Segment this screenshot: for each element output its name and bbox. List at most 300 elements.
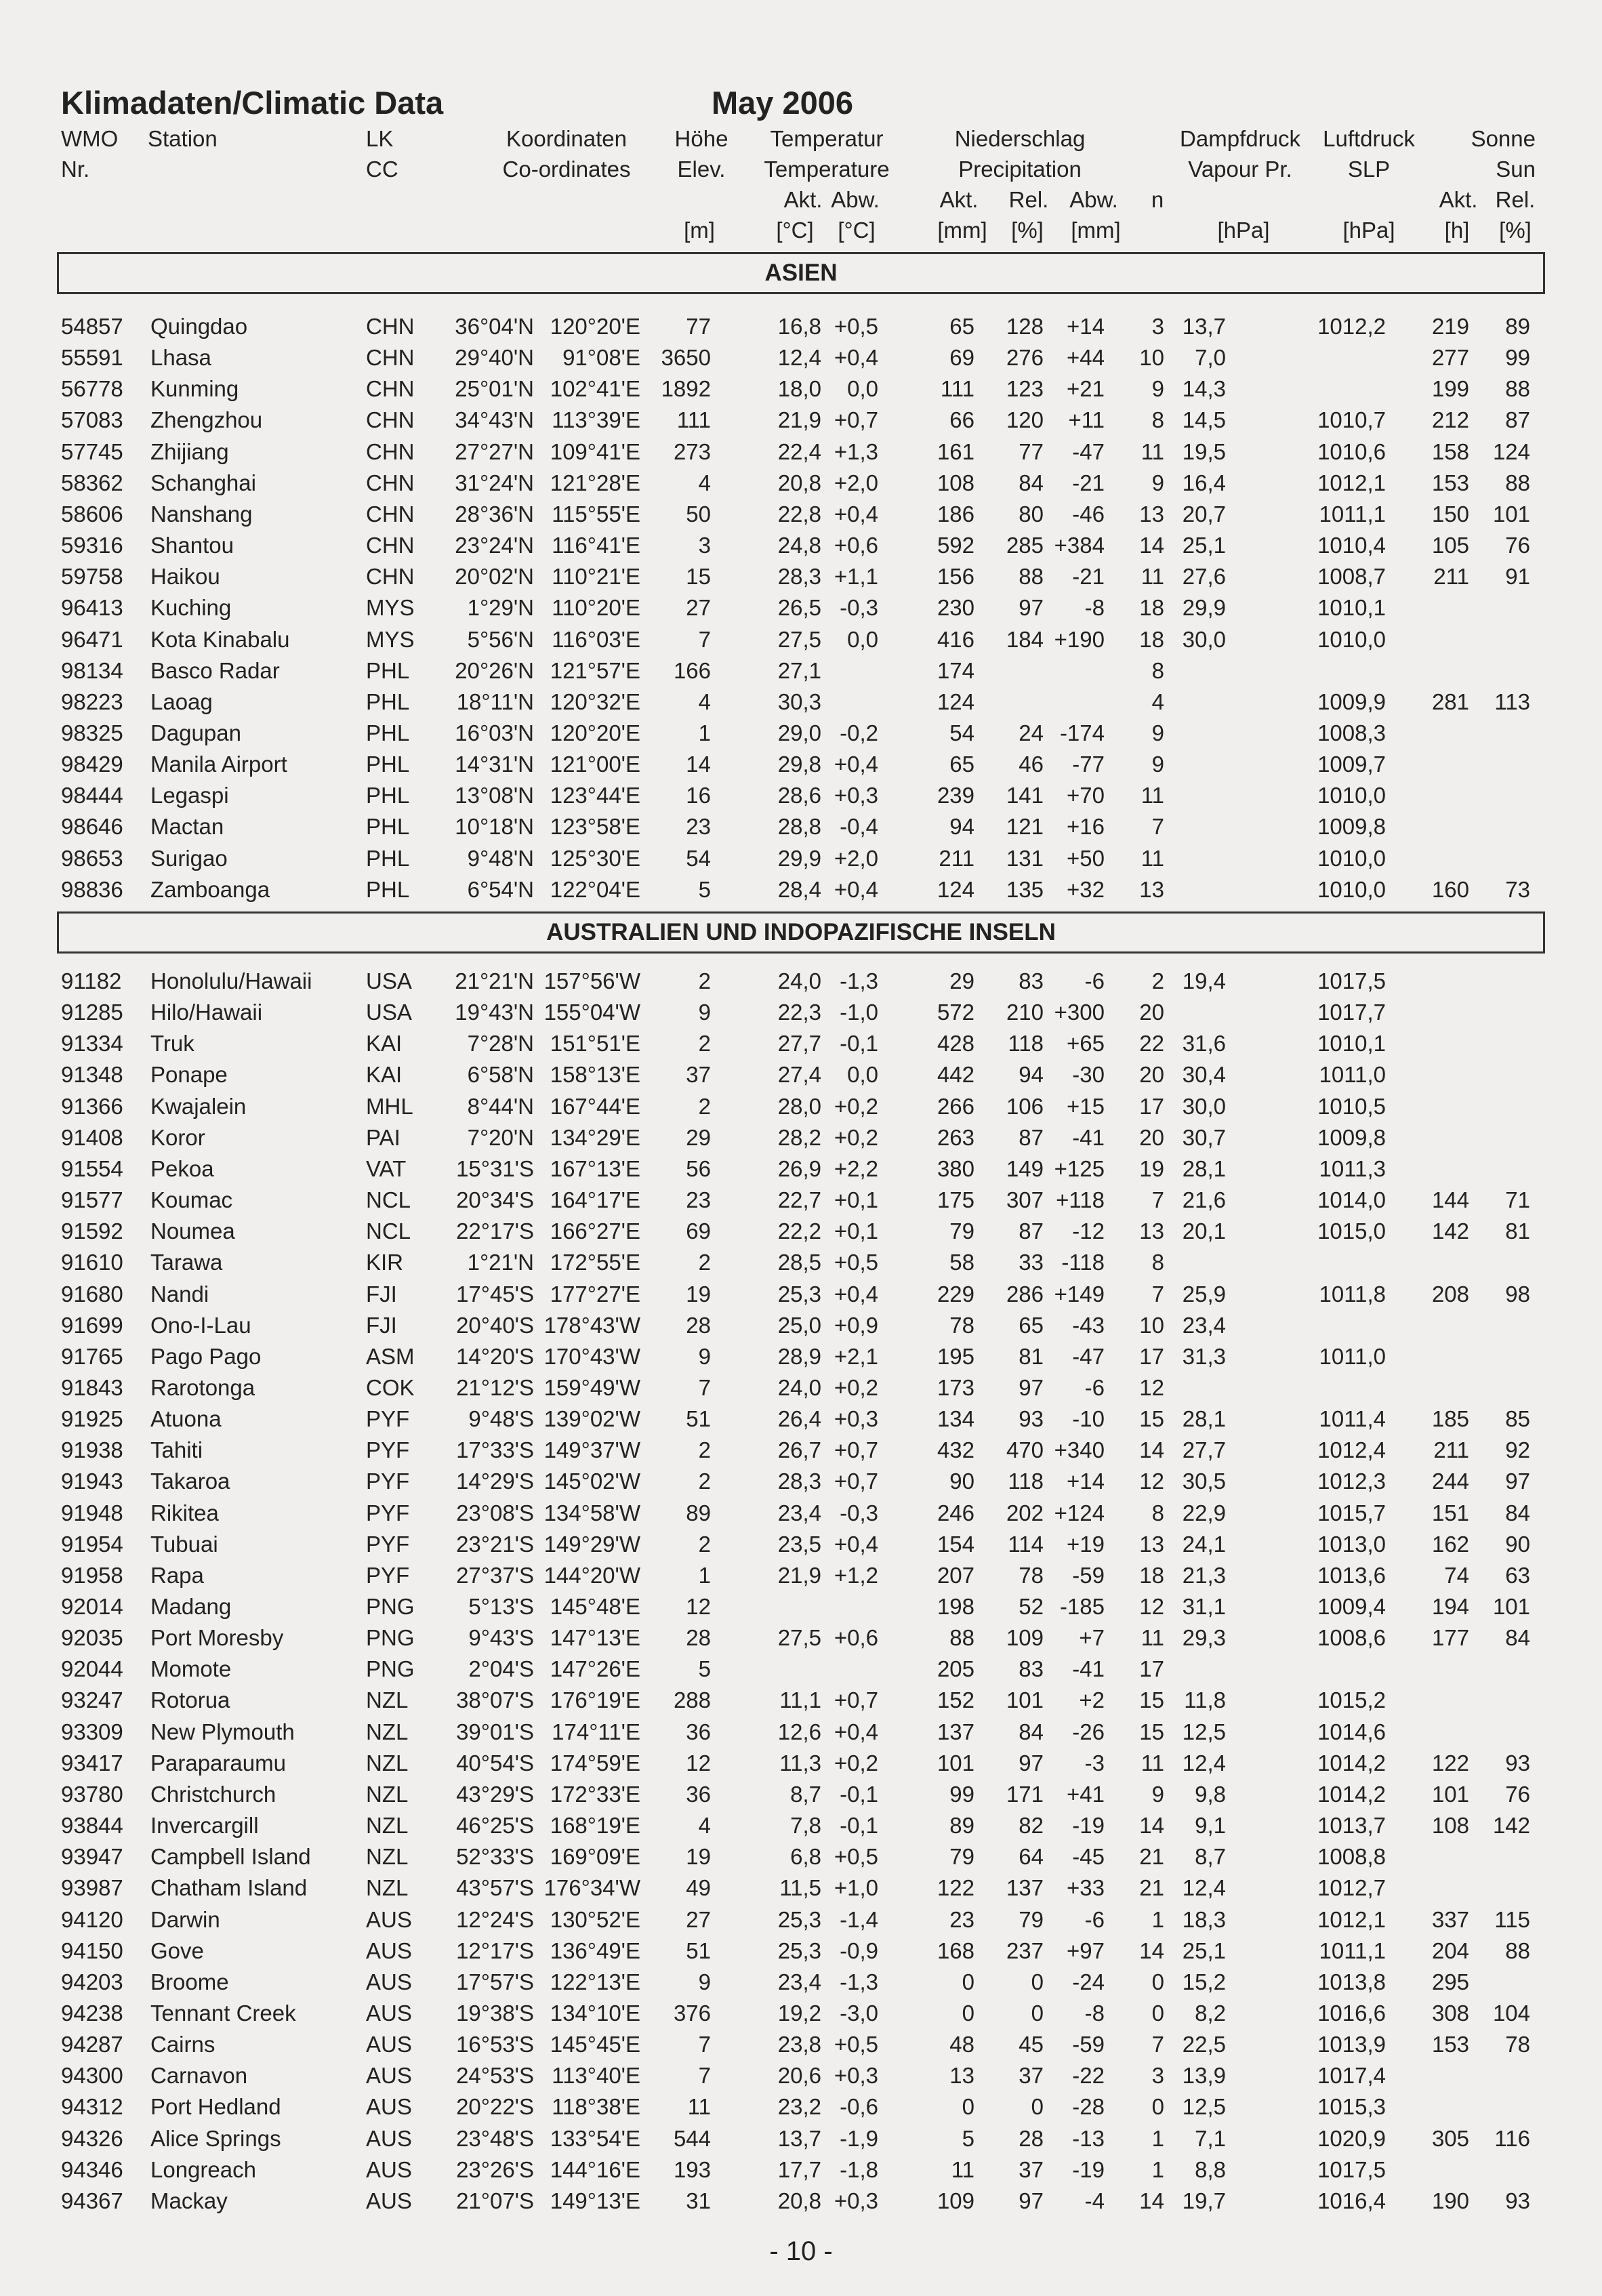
country-code: MYS	[366, 626, 415, 652]
precip-days: 14	[1139, 533, 1164, 558]
section-header	[57, 252, 1545, 294]
sun-hours: 208	[1431, 1281, 1469, 1307]
precip-rel: 93	[1019, 1406, 1044, 1432]
country-code: FJI	[366, 1312, 397, 1338]
latitude: 19°43'N	[455, 1000, 534, 1025]
longitude: 167°44'E	[550, 1093, 640, 1119]
longitude: 134°58'W	[543, 1500, 640, 1525]
wmo-number: 93309	[61, 1719, 123, 1744]
table-row	[0, 499, 1602, 530]
sun-hours: 244	[1431, 1469, 1469, 1494]
vapour-pressure: 15,2	[1182, 1969, 1226, 1994]
precip-days: 22	[1139, 1031, 1164, 1057]
country-code: NCL	[366, 1218, 411, 1244]
temp-akt: 11,5	[779, 1875, 821, 1901]
latitude: 17°33'S	[456, 1437, 534, 1463]
sea-level-pressure: 1013,0	[1317, 1531, 1386, 1557]
latitude: 36°04'N	[455, 314, 534, 339]
wmo-number: 57083	[61, 407, 123, 433]
sea-level-pressure: 1008,3	[1317, 720, 1386, 745]
table-row	[0, 2091, 1602, 2123]
country-code: PHL	[366, 657, 410, 683]
latitude: 20°22'S	[456, 2094, 534, 2120]
sun-rel: 101	[1492, 1594, 1530, 1619]
temp-akt: 25,3	[777, 1938, 821, 1963]
table-row	[0, 1841, 1602, 1872]
sea-level-pressure: 1013,9	[1317, 2032, 1386, 2057]
sun-hours: 295	[1431, 1969, 1469, 1994]
precip-akt: 0	[962, 2094, 974, 2120]
latitude: 14°31'N	[455, 752, 534, 777]
sun-hours: 199	[1431, 376, 1469, 402]
precip-akt: 29	[949, 968, 974, 993]
station-name: Tubuai	[150, 1531, 218, 1557]
precip-akt: 108	[937, 470, 974, 495]
temp-akt: 25,3	[777, 1281, 821, 1307]
temp-abw: -0,6	[840, 2094, 878, 2120]
table-row	[0, 1872, 1602, 1904]
country-code: CHN	[366, 470, 415, 495]
temp-abw: +0,5	[834, 314, 878, 339]
sun-hours: 151	[1431, 1500, 1469, 1525]
longitude: 147°26'E	[550, 1656, 640, 1682]
precip-rel: 78	[1019, 1562, 1044, 1588]
precip-abw: +7	[1079, 1625, 1105, 1651]
temp-akt: 28,4	[777, 876, 821, 902]
sun-hours: 162	[1431, 1531, 1469, 1557]
precip-akt: 195	[937, 1343, 974, 1369]
sun-rel: 73	[1505, 876, 1530, 902]
precip-akt: 198	[937, 1594, 974, 1619]
sea-level-pressure: 1017,7	[1317, 1000, 1386, 1025]
elevation: 1	[698, 720, 711, 745]
temp-akt: 11,1	[779, 1687, 821, 1713]
precip-days: 10	[1139, 345, 1164, 371]
sun-hours: 212	[1431, 407, 1469, 433]
precip-days: 12	[1139, 1374, 1164, 1400]
station-name: Basco Radar	[150, 657, 280, 683]
precip-days: 11	[1141, 845, 1164, 871]
vapour-pressure: 25,1	[1182, 1938, 1226, 1963]
table-row	[0, 1904, 1602, 1935]
elevation: 7	[698, 2032, 711, 2057]
sea-level-pressure: 1010,1	[1317, 595, 1386, 621]
header-temperatur: Temperatur	[770, 126, 884, 151]
temp-abw: -1,8	[840, 2156, 878, 2182]
precip-abw: +14	[1067, 314, 1105, 339]
latitude: 13°08'N	[455, 783, 534, 808]
table-row	[0, 342, 1602, 373]
wmo-number: 59758	[61, 564, 123, 590]
precip-abw: -59	[1072, 2032, 1105, 2057]
table-row	[0, 624, 1602, 655]
temp-abw: +0,3	[834, 1406, 878, 1432]
precip-days: 18	[1139, 626, 1164, 652]
station-name: Paraparaumu	[150, 1750, 286, 1776]
precip-rel: 24	[1019, 720, 1044, 745]
station-name: Lhasa	[150, 345, 211, 371]
precip-abw: -45	[1072, 1844, 1105, 1870]
temp-akt: 23,5	[777, 1531, 821, 1557]
table-row	[0, 2060, 1602, 2091]
table-row	[0, 530, 1602, 561]
temp-akt: 28,3	[777, 1469, 821, 1494]
precip-rel: 202	[1006, 1500, 1044, 1525]
temp-akt: 28,9	[777, 1343, 821, 1369]
latitude: 39°01'S	[456, 1719, 534, 1744]
table-row	[0, 997, 1602, 1028]
vapour-pressure: 8,8	[1195, 2156, 1226, 2182]
precip-abw: -19	[1072, 1813, 1105, 1839]
header-precip-abw: Abw.	[1069, 187, 1118, 212]
station-name: Kwajalein	[150, 1093, 247, 1119]
longitude: 122°13'E	[550, 1969, 640, 1994]
temp-akt: 8,7	[790, 1781, 821, 1807]
precip-abw: +300	[1054, 1000, 1105, 1025]
latitude: 20°26'N	[455, 657, 534, 683]
precip-abw: -46	[1072, 501, 1105, 527]
vapour-pressure: 8,7	[1195, 1844, 1226, 1870]
elevation: 2	[698, 1031, 711, 1057]
elevation: 29	[686, 1124, 711, 1150]
longitude: 110°21'E	[552, 564, 640, 590]
temp-akt: 26,9	[777, 1155, 821, 1181]
country-code: PYF	[366, 1562, 410, 1588]
country-code: AUS	[366, 2094, 412, 2120]
vapour-pressure: 20,1	[1182, 1218, 1226, 1244]
latitude: 12°24'S	[456, 1906, 534, 1932]
sun-rel: 87	[1505, 407, 1530, 433]
country-code: PHL	[366, 783, 410, 808]
longitude: 145°02'W	[543, 1469, 640, 1494]
precip-rel: 276	[1006, 345, 1044, 371]
wmo-number: 94300	[61, 2063, 123, 2089]
table-row	[0, 1685, 1602, 1716]
sea-level-pressure: 1014,2	[1317, 1750, 1386, 1776]
sun-hours: 144	[1431, 1187, 1469, 1213]
wmo-number: 94367	[61, 2188, 123, 2213]
precip-abw: -3	[1084, 1750, 1105, 1776]
temp-akt: 16,8	[777, 314, 821, 339]
sun-hours: 74	[1444, 1562, 1469, 1588]
wmo-number: 93247	[61, 1687, 123, 1713]
latitude: 9°48'N	[467, 845, 534, 871]
temp-abw: -0,1	[840, 1781, 878, 1807]
header-vapour-unit: [hPa]	[1217, 218, 1270, 243]
longitude: 121°28'E	[550, 470, 640, 495]
country-code: PYF	[366, 1500, 410, 1525]
precip-abw: -41	[1072, 1656, 1105, 1682]
elevation: 54	[686, 845, 711, 871]
table-row	[0, 2186, 1602, 2217]
sea-level-pressure: 1011,4	[1319, 1406, 1386, 1432]
sun-hours: 150	[1431, 501, 1469, 527]
table-row	[0, 1122, 1602, 1153]
sea-level-pressure: 1010,0	[1317, 626, 1386, 652]
country-code: AUS	[366, 1906, 412, 1932]
elevation: 2	[698, 1531, 711, 1557]
precip-abw: -22	[1072, 2063, 1105, 2089]
vapour-pressure: 13,7	[1182, 314, 1226, 339]
precip-days: 17	[1139, 1656, 1164, 1682]
table-row	[0, 1028, 1602, 1059]
temp-abw: +0,1	[834, 1187, 878, 1213]
sun-rel: 92	[1505, 1437, 1530, 1463]
longitude: 170°43'W	[543, 1343, 640, 1369]
station-name: Dagupan	[150, 720, 241, 745]
precip-rel: 77	[1019, 438, 1044, 464]
latitude: 43°57'S	[456, 1875, 534, 1901]
precip-akt: 152	[937, 1687, 974, 1713]
section-header	[57, 911, 1545, 954]
latitude: 23°08'S	[456, 1500, 534, 1525]
longitude: 139°02'W	[543, 1406, 640, 1432]
temp-akt: 22,4	[777, 438, 821, 464]
header-slp-unit: [hPa]	[1342, 218, 1395, 243]
precip-abw: -174	[1059, 720, 1105, 745]
latitude: 1°21'N	[467, 1250, 534, 1275]
precip-rel: 307	[1006, 1187, 1044, 1213]
precip-days: 11	[1141, 783, 1164, 808]
sun-hours: 142	[1431, 1218, 1469, 1244]
precip-abw: -13	[1072, 2125, 1105, 2151]
wmo-number: 91285	[61, 1000, 123, 1025]
latitude: 23°26'S	[456, 2156, 534, 2182]
elevation: 544	[673, 2125, 711, 2151]
station-name: Invercargill	[150, 1813, 259, 1839]
wmo-number: 55591	[61, 345, 123, 371]
temp-abw: +0,7	[834, 1687, 878, 1713]
wmo-number: 94312	[61, 2094, 123, 2120]
vapour-pressure: 8,2	[1195, 2000, 1226, 2026]
wmo-number: 98646	[61, 814, 123, 840]
longitude: 174°11'E	[552, 1719, 640, 1744]
precip-days: 7	[1151, 1187, 1164, 1213]
temp-akt: 22,7	[777, 1187, 821, 1213]
temp-abw: 0,0	[847, 1062, 878, 1088]
sea-level-pressure: 1008,7	[1317, 564, 1386, 590]
table-row	[0, 1279, 1602, 1310]
sea-level-pressure: 1010,0	[1317, 845, 1386, 871]
temp-abw: +0,4	[834, 1531, 878, 1557]
country-code: CHN	[366, 564, 415, 590]
section-title: ASIEN	[764, 260, 838, 286]
sea-level-pressure: 1016,6	[1317, 2000, 1386, 2026]
precip-days: 21	[1139, 1875, 1164, 1901]
header-temperature: Temperature	[764, 157, 890, 182]
latitude: 46°25'S	[456, 1813, 534, 1839]
vapour-pressure: 7,1	[1195, 2125, 1226, 2151]
latitude: 15°31'S	[456, 1155, 534, 1181]
precip-days: 8	[1151, 1500, 1164, 1525]
section-title: AUSTRALIEN UND INDOPAZIFISCHE INSELN	[546, 919, 1056, 945]
precip-abw: -10	[1072, 1406, 1105, 1432]
precip-abw: -6	[1084, 1374, 1105, 1400]
longitude: 176°34'W	[543, 1875, 640, 1901]
country-code: AUS	[366, 2000, 412, 2026]
precip-abw: -41	[1072, 1124, 1105, 1150]
station-name: Rikitea	[150, 1500, 219, 1525]
table-row	[0, 1341, 1602, 1372]
latitude: 29°40'N	[455, 345, 534, 371]
sea-level-pressure: 1011,8	[1319, 1281, 1386, 1307]
precip-days: 9	[1151, 752, 1164, 777]
country-code: CHN	[366, 438, 415, 464]
precip-rel: 33	[1019, 1250, 1044, 1275]
temp-akt: 28,2	[777, 1124, 821, 1150]
table-row	[0, 1372, 1602, 1403]
wmo-number: 91334	[61, 1031, 123, 1057]
precip-akt: 99	[949, 1781, 974, 1807]
latitude: 22°17'S	[456, 1218, 534, 1244]
elevation: 376	[673, 2000, 711, 2026]
latitude: 16°53'S	[456, 2032, 534, 2057]
longitude: 121°57'E	[550, 657, 640, 683]
country-code: PHL	[366, 720, 410, 745]
precip-abw: -12	[1072, 1218, 1105, 1244]
vapour-pressure: 24,1	[1182, 1531, 1226, 1557]
latitude: 34°43'N	[455, 407, 534, 433]
temp-akt: 22,2	[777, 1218, 821, 1244]
precip-rel: 184	[1006, 626, 1044, 652]
sun-hours: 158	[1431, 438, 1469, 464]
elevation: 27	[686, 595, 711, 621]
wmo-number: 57745	[61, 438, 123, 464]
elevation: 31	[686, 2188, 711, 2213]
precip-days: 7	[1151, 1281, 1164, 1307]
precip-days: 1	[1151, 1906, 1164, 1932]
longitude: 115°55'E	[552, 501, 640, 527]
sun-rel: 98	[1505, 1281, 1530, 1307]
latitude: 10°18'N	[455, 814, 534, 840]
wmo-number: 93947	[61, 1844, 123, 1870]
precip-abw: -8	[1084, 2000, 1105, 2026]
temp-abw: +0,4	[834, 1719, 878, 1744]
wmo-number: 91843	[61, 1374, 123, 1400]
sun-rel: 81	[1505, 1218, 1530, 1244]
header-coordinates: Co-ordinates	[502, 157, 631, 182]
vapour-pressure: 11,8	[1184, 1687, 1226, 1713]
country-code: MYS	[366, 595, 415, 621]
temp-abw: +0,6	[834, 1625, 878, 1651]
temp-abw: +0,1	[834, 1218, 878, 1244]
table-row	[0, 966, 1602, 997]
latitude: 17°45'S	[456, 1281, 534, 1307]
station-name: Mackay	[150, 2188, 228, 2213]
precip-abw: -185	[1059, 1594, 1105, 1619]
elevation: 5	[698, 876, 711, 902]
header-sun-akt-unit: [h]	[1444, 218, 1470, 243]
precip-rel: 80	[1019, 501, 1044, 527]
longitude: 172°33'E	[550, 1781, 640, 1807]
elevation: 4	[698, 470, 711, 495]
wmo-number: 94238	[61, 2000, 123, 2026]
temp-abw: 0,0	[847, 626, 878, 652]
precip-days: 11	[1141, 1750, 1164, 1776]
precip-abw: +149	[1054, 1281, 1105, 1307]
longitude: 155°04'W	[543, 1000, 640, 1025]
wmo-number: 56778	[61, 376, 123, 402]
sun-hours: 308	[1431, 2000, 1469, 2026]
precip-akt: 79	[949, 1218, 974, 1244]
longitude: 168°19'E	[550, 1813, 640, 1839]
sea-level-pressure: 1010,6	[1317, 438, 1386, 464]
station-name: Tennant Creek	[150, 2000, 296, 2026]
wmo-number: 96471	[61, 626, 123, 652]
precip-rel: 286	[1006, 1281, 1044, 1307]
temp-abw: +0,5	[834, 1844, 878, 1870]
longitude: 102°41'E	[550, 376, 640, 402]
elevation: 28	[686, 1312, 711, 1338]
precip-rel: 84	[1019, 470, 1044, 495]
station-name: Darwin	[150, 1906, 220, 1932]
temp-akt: 26,5	[777, 595, 821, 621]
precip-akt: 156	[937, 564, 974, 590]
sun-rel: 113	[1494, 689, 1530, 714]
page-number: - 10 -	[769, 2236, 833, 2266]
header-vapour: Vapour Pr.	[1188, 157, 1292, 182]
precip-akt: 266	[937, 1093, 974, 1119]
header-lk: LK	[366, 126, 394, 151]
temp-akt: 27,7	[777, 1031, 821, 1057]
latitude: 21°21'N	[455, 968, 534, 993]
station-name: Port Hedland	[150, 2094, 281, 2120]
table-row	[0, 1717, 1602, 1748]
precip-days: 20	[1139, 1062, 1164, 1088]
latitude: 6°54'N	[467, 876, 534, 902]
temp-abw: +0,7	[834, 407, 878, 433]
longitude: 133°54'E	[550, 2125, 640, 2151]
longitude: 109°41'E	[550, 438, 640, 464]
station-name: Chatham Island	[150, 1875, 308, 1901]
elevation: 9	[698, 1343, 711, 1369]
temp-abw: -3,0	[840, 2000, 878, 2026]
temp-abw: +0,4	[834, 501, 878, 527]
elevation: 273	[673, 438, 711, 464]
table-row	[0, 780, 1602, 811]
temp-abw: -0,3	[840, 595, 878, 621]
vapour-pressure: 29,3	[1182, 1625, 1226, 1651]
longitude: 144°16'E	[550, 2156, 640, 2182]
precip-abw: -118	[1061, 1250, 1105, 1275]
sun-rel: 84	[1505, 1500, 1530, 1525]
header-elev-unit: [m]	[684, 218, 715, 243]
station-name: Hilo/Hawaii	[150, 1000, 263, 1025]
header-precipitation: Precipitation	[958, 157, 1082, 182]
report-month: May 2006	[712, 85, 854, 121]
precip-days: 21	[1139, 1844, 1164, 1870]
elevation: 2	[698, 968, 711, 993]
precip-rel: 210	[1006, 1000, 1044, 1025]
precip-rel: 81	[1019, 1343, 1044, 1369]
precip-rel: 109	[1006, 1625, 1044, 1651]
header-sun-rel: Rel.	[1495, 187, 1536, 212]
sun-hours: 177	[1431, 1625, 1469, 1651]
precip-akt: 0	[962, 2000, 974, 2026]
table-row	[0, 655, 1602, 686]
precip-rel: 285	[1006, 533, 1044, 558]
wmo-number: 59316	[61, 533, 123, 558]
sun-rel: 84	[1505, 1625, 1530, 1651]
precip-akt: 263	[937, 1124, 974, 1150]
temp-akt: 21,9	[777, 1562, 821, 1588]
elevation: 3650	[661, 345, 711, 371]
wmo-number: 94346	[61, 2156, 123, 2182]
longitude: 120°20'E	[550, 314, 640, 339]
elevation: 9	[698, 1000, 711, 1025]
vapour-pressure: 25,1	[1182, 533, 1226, 558]
latitude: 9°48'S	[468, 1406, 534, 1432]
